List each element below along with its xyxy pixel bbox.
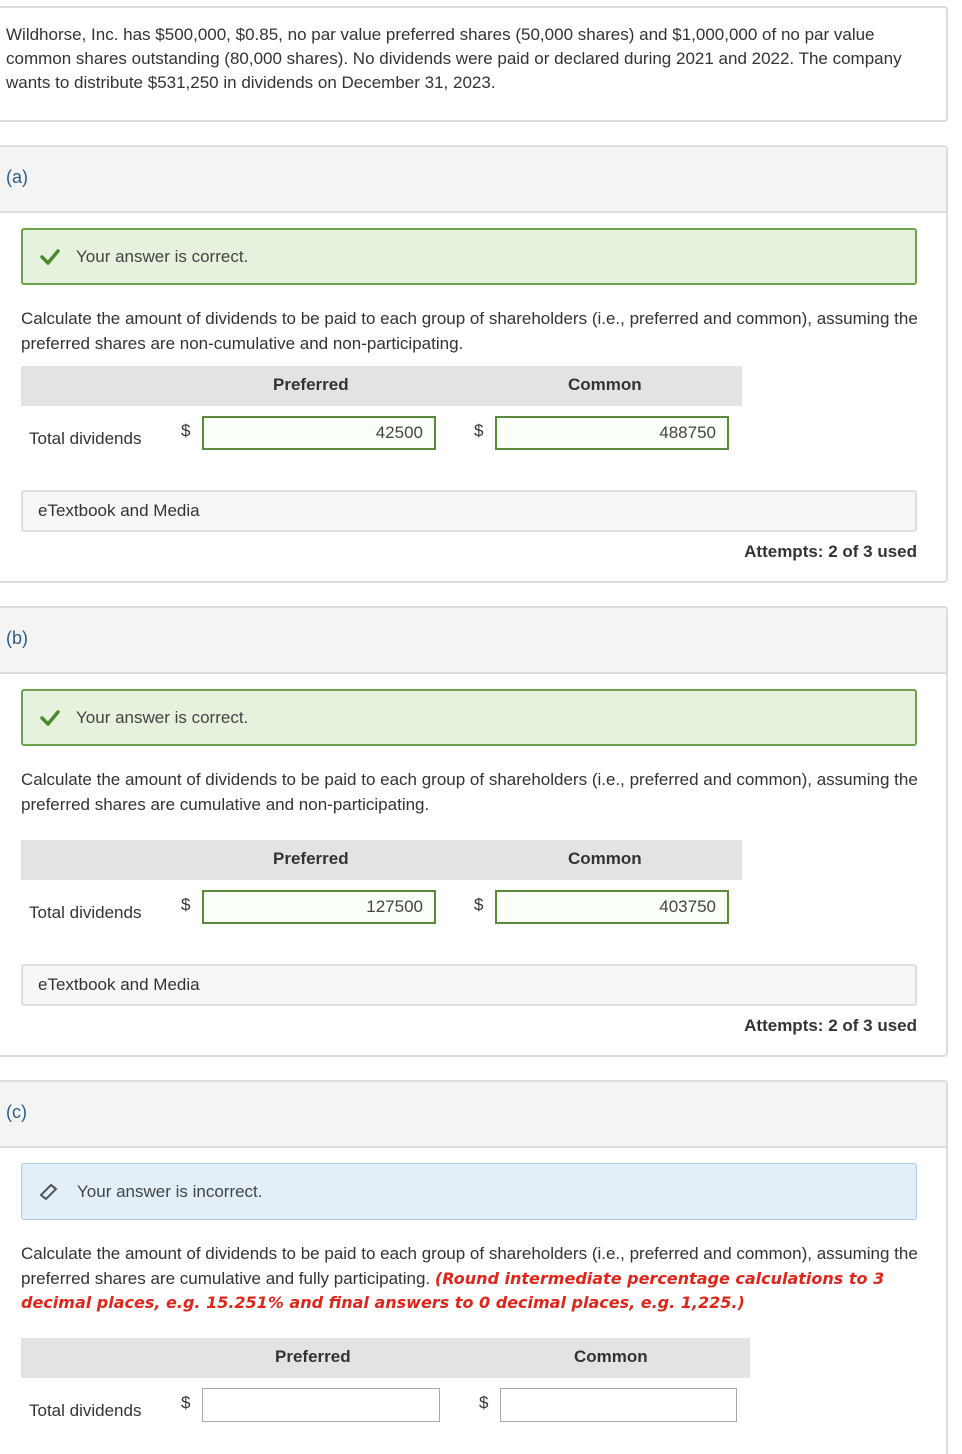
col-common: Common [574, 1347, 648, 1366]
pencil-icon [38, 1181, 60, 1203]
col-common: Common [568, 375, 642, 394]
preferred-dividends-input[interactable]: 127500 [202, 890, 436, 924]
currency-symbol: $ [474, 421, 484, 440]
part-c-label: (c) [6, 1102, 27, 1122]
part-c-feedback [21, 1163, 917, 1220]
part-b-feedback [21, 689, 917, 746]
common-dividends-input[interactable]: 403750 [495, 890, 729, 924]
part-a-header [0, 147, 946, 213]
preferred-dividends-input[interactable]: 42500 [202, 416, 436, 450]
etextbook-media-link[interactable]: eTextbook and Media [21, 490, 917, 532]
part-b-header [0, 608, 946, 674]
check-icon [39, 246, 61, 268]
feedback-text: Your answer is correct. [76, 246, 249, 266]
part-a-table-header [21, 366, 742, 406]
part-c-header [0, 1082, 946, 1148]
attempts-counter: Attempts: 2 of 3 used [744, 1016, 917, 1035]
currency-symbol: $ [181, 421, 191, 440]
part-c-table-header [21, 1338, 750, 1378]
attempts-counter: Attempts: 2 of 3 used [744, 542, 917, 561]
rounding-hint: (Round intermediate percentage calculations to 3 decimal places, e.g. 15.251% and final answers to 0 decimal places, e.g. 1,225.) [21, 1268, 885, 1312]
row-label-total-dividends: Total dividends [29, 429, 142, 448]
row-label-total-dividends: Total dividends [29, 903, 142, 922]
col-common: Common [568, 849, 642, 868]
question-text: Calculate the amount of dividends to be paid to each group of shareholders (i.e., preferred and common), assuming the preferred shares are cumulative and fully participating. [21, 1244, 918, 1288]
preferred-dividends-input[interactable] [202, 1388, 440, 1422]
etextbook-media-link[interactable]: eTextbook and Media [21, 964, 917, 1006]
feedback-text: Your answer is incorrect. [77, 1181, 263, 1201]
part-a-label: (a) [6, 167, 28, 187]
part-b-question: Calculate the amount of dividends to be paid to each group of shareholders (i.e., preferred and common), assuming the preferred shares are cumulative and non-participating. [21, 770, 918, 814]
col-preferred: Preferred [275, 1347, 351, 1366]
currency-symbol: $ [181, 1393, 191, 1412]
check-icon [39, 707, 61, 729]
currency-symbol: $ [479, 1393, 489, 1412]
common-dividends-input[interactable] [500, 1388, 737, 1422]
currency-symbol: $ [181, 895, 191, 914]
part-a-question: Calculate the amount of dividends to be paid to each group of shareholders (i.e., preferred and common), assuming the preferred shares are non-cumulative and non-participating. [21, 309, 918, 353]
col-preferred: Preferred [273, 849, 349, 868]
common-dividends-input[interactable]: 488750 [495, 416, 729, 450]
problem-statement [0, 6, 948, 122]
part-c-question [21, 1242, 921, 1316]
col-preferred: Preferred [273, 375, 349, 394]
part-b-table-header [21, 840, 742, 880]
part-b-label: (b) [6, 628, 28, 648]
problem-text: Wildhorse, Inc. has $500,000, $0.85, no par value preferred shares (50,000 shares) and $1,000,000 of no par value common shares outstanding (80,000 shares). No dividends were paid or declared during 2021 and 2022. The company wants to distribute $531,250 in dividends on December 31, 2023. [6, 25, 902, 92]
feedback-text: Your answer is correct. [76, 707, 249, 727]
part-a-feedback [21, 228, 917, 285]
currency-symbol: $ [474, 895, 484, 914]
row-label-total-dividends: Total dividends [29, 1401, 142, 1420]
